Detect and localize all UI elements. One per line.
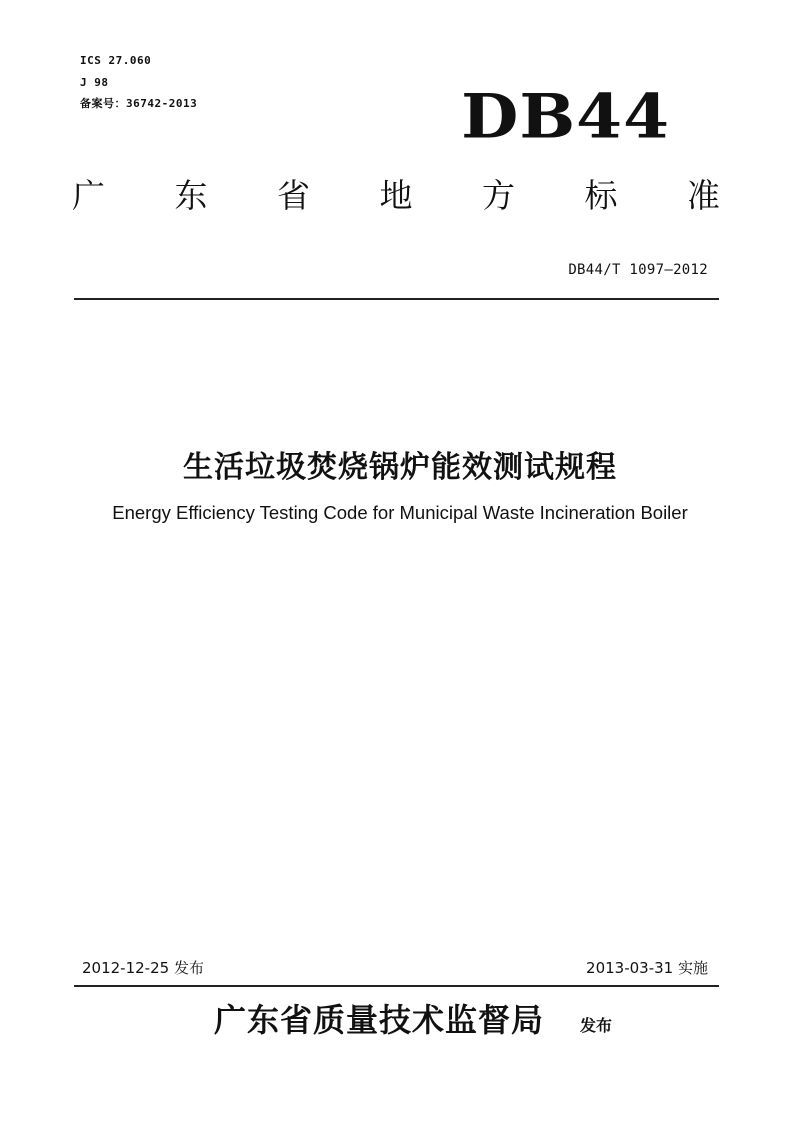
standard-type-char: 准 <box>687 176 720 215</box>
ics-code: ICS 27.060 <box>80 54 152 67</box>
standard-type-char: 广 <box>72 176 105 215</box>
title-chinese: 生活垃圾焚烧锅炉能效测试规程 <box>183 450 617 485</box>
issuer-block <box>0 998 800 1042</box>
classification-code: J 98 <box>80 76 109 89</box>
standard-type-char: 省 <box>277 176 310 215</box>
standard-type-char: 地 <box>379 176 413 215</box>
standard-type-char: 标 <box>584 176 618 215</box>
issue-date: 2012-12-25 发布 <box>82 959 204 977</box>
title-english: Energy Efficiency Testing Code for Municipal Waste Incineration Boiler <box>112 502 688 523</box>
bottom-divider <box>74 985 719 987</box>
standard-number: DB44/T 1097—2012 <box>568 262 708 278</box>
standard-type-char: 东 <box>174 176 208 215</box>
standard-type-heading <box>72 176 720 216</box>
issuer-name: 广东省质量技术监督局 <box>213 1001 544 1039</box>
issuer-suffix: 发布 <box>580 1016 613 1035</box>
top-divider <box>74 298 719 300</box>
standard-logo: DB44 <box>461 80 670 153</box>
implementation-date: 2013-03-31 实施 <box>586 959 708 977</box>
standard-type-char: 方 <box>482 176 515 215</box>
record-number: 备案号：36742-2013 <box>80 97 198 110</box>
